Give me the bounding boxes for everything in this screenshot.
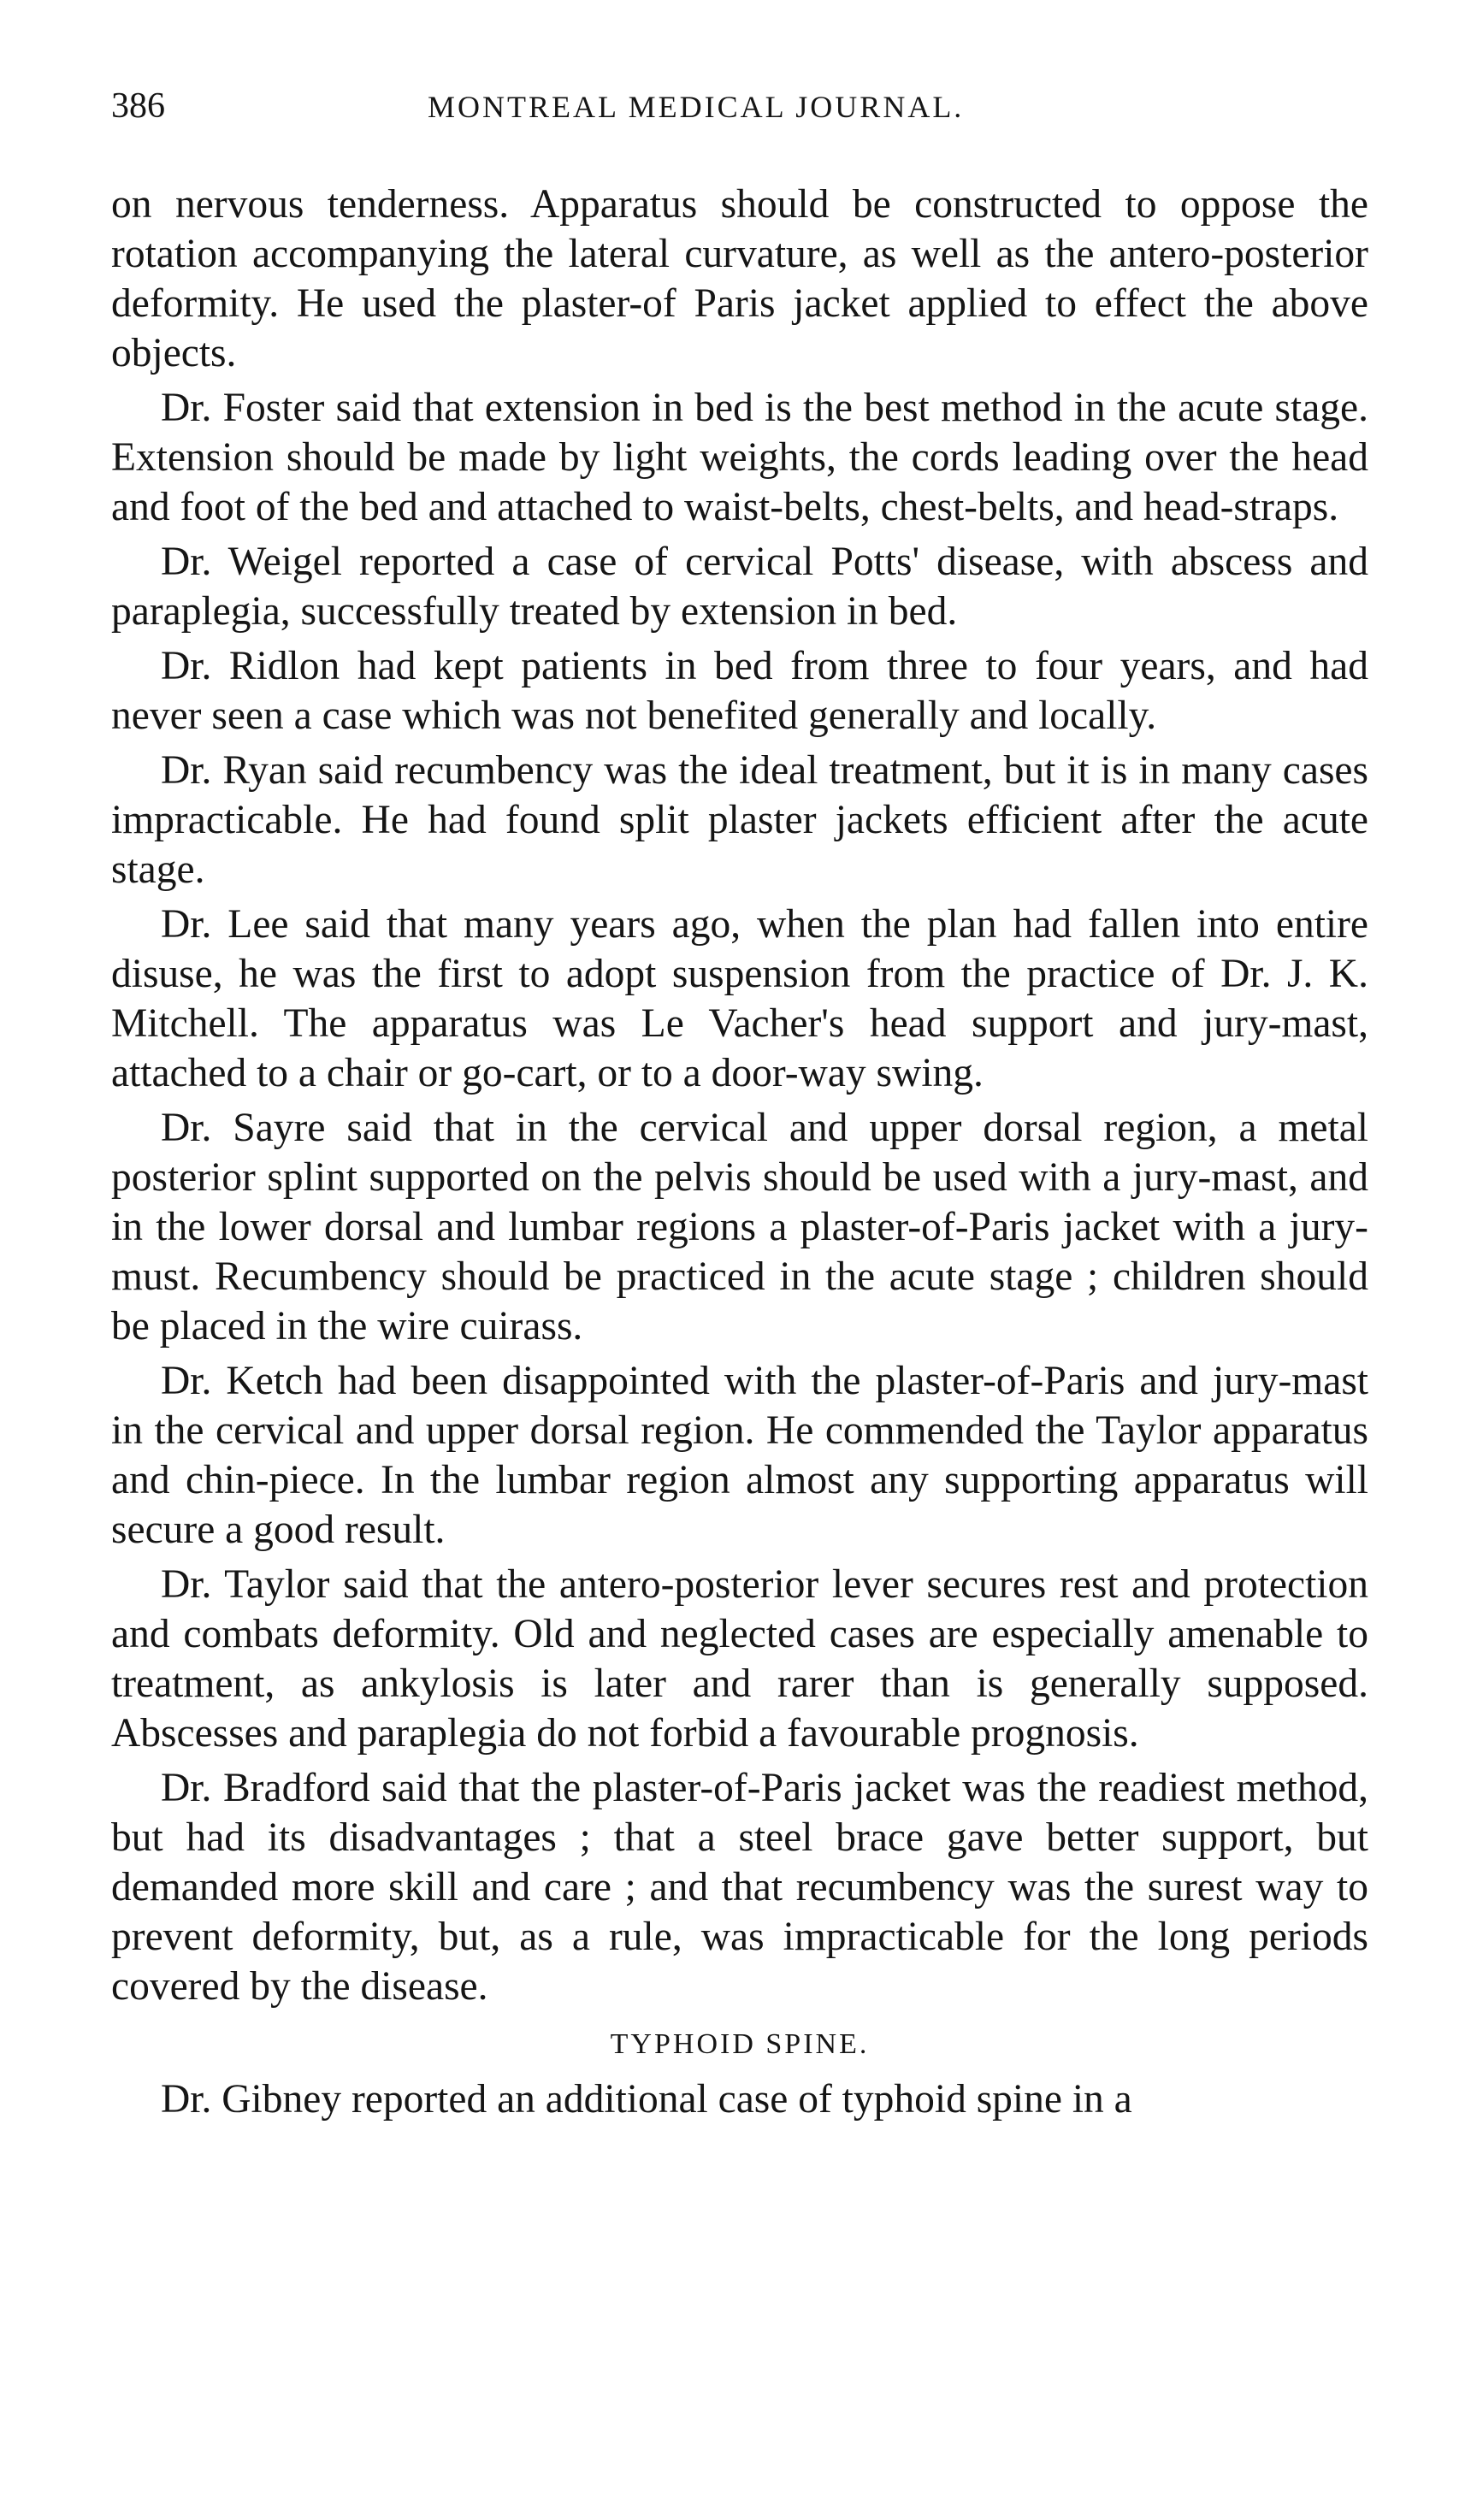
- paragraph: Dr. Weigel reported a case of cervical Potts' disease, with abscess and paraplegia, successfully treated by extension in bed.: [111, 540, 1368, 634]
- paragraph: Dr. Ketch had been disappointed with the plaster-of-Paris and jury-mast in the cervical and upper dorsal region. He commended the Taylor apparatus and chin-piece. In the lumbar region almost any supporting apparatus will secure a good result.: [111, 1359, 1368, 1552]
- section-heading: TYPHOID SPINE.: [610, 2028, 870, 2060]
- page-header: [111, 86, 1368, 137]
- paragraph: Dr. Ryan said recumbency was the ideal treatment, but it is in many cases impracticable. He had found split plaster jackets efficient after the acute stage.: [111, 748, 1368, 892]
- paragraph: Dr. Ridlon had kept patients in bed from three to four years, and had never seen a case which was not benefited generally and locally.: [111, 644, 1368, 738]
- paragraph: Dr. Foster said that extension in bed is the best method in the acute stage. Extension should be made by light weights, the cords leading over the head and foot of the bed and attached to waist-belts, chest-belts, and head-straps.: [111, 386, 1368, 529]
- page-number: 386: [111, 86, 165, 126]
- journal-page: [111, 86, 1368, 2129]
- paragraph: Dr. Lee said that many years ago, when the plan had fallen into entire disuse, he was the first to adopt suspension from the practice of Dr. J. K. Mitchell. The apparatus was Le Vacher's head support and jury-mast, attached to a chair or go-cart, or to a door-way swing.: [111, 902, 1368, 1095]
- running-head: MONTREAL MEDICAL JOURNAL.: [428, 90, 965, 124]
- paragraph: Dr. Taylor said that the antero-posterior lever secures rest and protection and combats deformity. Old and neglected cases are especially amenable to treatment, as ankylosis is later and rarer than is generally supposed. Abscesses and paraplegia do not forbid a favourable prognosis.: [111, 1562, 1368, 1756]
- paragraph: Dr. Gibney reported an additional case of typhoid spine in a: [161, 2077, 1132, 2122]
- paragraph: Dr. Sayre said that in the cervical and upper dorsal region, a metal posterior splint supported on the pelvis should be used with a jury-mast, and in the lower dorsal and lumbar regions a plaster-of-Paris jacket with a jury-must. Recumbency should be practiced in the acute stage ; children should be placed in the wire cuirass.: [111, 1106, 1368, 1349]
- paragraph: on nervous tenderness. Apparatus should be constructed to oppose the rotation accompanying the lateral curvature, as well as the antero-posterior deformity. He used the plaster-of Paris jacket applied to effect the above objects.: [111, 182, 1368, 375]
- paragraph: Dr. Bradford said that the plaster-of-Paris jacket was the readiest method, but had its disadvantages ; that a steel brace gave better support, but demanded more skill and care ; and that recumbency was the surest way to prevent deformity, but, as a rule, was impracticable for the long periods covered by the disease.: [111, 1766, 1368, 2009]
- article-body: [111, 180, 1368, 2124]
